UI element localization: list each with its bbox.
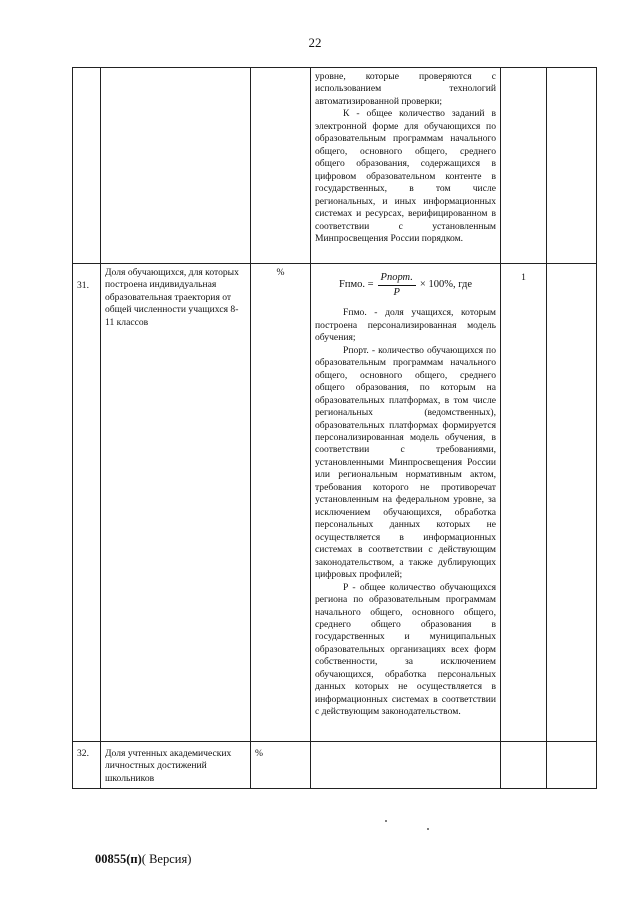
indicator-name: Доля обучающихся, для которых построена индивидуальная образовательная траектория от общей численности учащихся 8-11 классов [101,264,251,742]
page-number: 22 [308,35,322,50]
row-number: 31. [73,264,101,742]
indicator-name [101,68,251,264]
value-cell: 1 [501,264,547,742]
empty-cell [547,68,597,264]
formula-denominator: P [393,286,400,298]
row-number: 32. [73,742,101,789]
table-row [73,742,597,789]
formula-numerator: Pпорт. [378,271,416,286]
description-paragraph: К - общее количество заданий в электронной форме для обучающихся по образовательным программам начального общего, основного общего, среднего общего образования, содержащихся в цифровом образовательном контенте в государственных, в том числе региональных, и иных информационных системах и ресурсах, верифицированном в соответствии с установленным Минпросвещения России порядком. [315,108,496,245]
unit-cell: % [251,742,311,789]
indicators-table [72,67,597,789]
row-number [73,68,101,264]
formula-lhs: Fпмо. = [339,279,374,291]
scan-speck [427,828,429,830]
empty-cell [547,742,597,789]
document-code-number: 00855(п) [95,852,142,866]
formula [315,271,496,299]
indicator-name: Доля учтенных академических личностных достижений школьников [101,742,251,789]
description-paragraph: уровне, которые проверяются с использованием технологий автоматизированной проверки; [315,71,496,107]
description-paragraph: P - общее количество обучающихся региона по образовательным программам начального общего, основного общего, среднего общего образования в государственных и муниципальных образовательных организациях всех форм собственности, за исключением обучающихся, обработка персональных данных которых не осуществляется в информационных системах в соответствии с действующим законодательством. [315,581,496,718]
method-description [311,264,501,742]
document-code [95,852,191,867]
description-paragraph: Fпмо. - доля учащихся, которым построена персонализированная модель обучения; [315,307,496,344]
document-version: ( Версия) [141,852,192,866]
unit-cell [251,68,311,264]
unit-cell: % [251,264,311,742]
empty-cell [547,264,597,742]
formula-rhs: × 100%, где [419,279,472,291]
description-paragraph: Pпорт. - количество обучающихся по образовательным программам начального общего, основного общего, среднего общего образования, по которым на образовательных платформах, в том числе региональных (ведомственных), образовательных платформах формируется персонализированная модель обучения, в соответствии с требованиями, установленными Минпросвещения России или региональным нормативным актом, требования которого не противоречат установленным на федеральном уровне, за исключением обучающихся, обработка персональных данных которых не осуществляется в информационных системах в соответствии с действующим законодательством, а также дублирующих цифровых профилей; [315,344,496,581]
table-row [73,264,597,742]
value-cell [501,68,547,264]
value-cell [501,742,547,789]
method-description [311,68,501,264]
formula-fraction [378,271,416,299]
table-row [73,68,597,264]
method-description [311,742,501,789]
scan-speck [385,820,387,822]
